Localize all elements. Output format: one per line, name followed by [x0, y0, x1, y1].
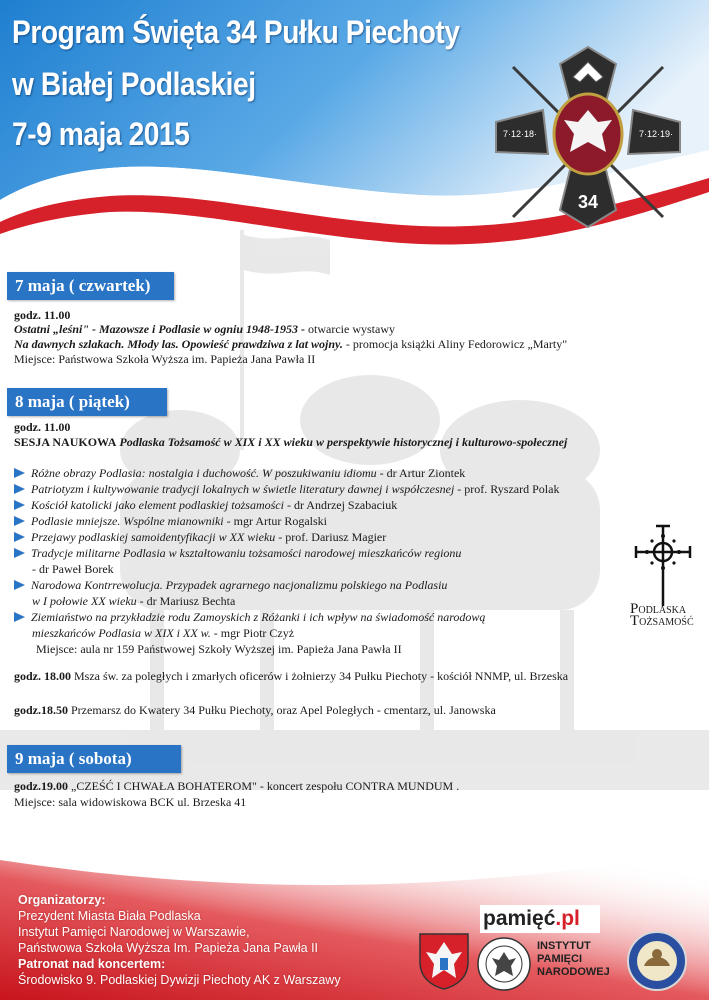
badge-left-date: 7·12·18· [502, 129, 538, 139]
ipn-line2: PAMIĘCI [537, 953, 583, 965]
arrow-icon [14, 500, 25, 510]
patronage-heading: Patronat nad koncertem: [18, 957, 166, 971]
arrow-icon [14, 548, 25, 558]
day1-event2-rest: - promocja książki Aliny Fedorowicz „Marty" [342, 337, 568, 351]
logo-text-line2: OŻSAMOŚĆ [639, 617, 694, 628]
badge-number: 34 [577, 192, 599, 212]
day3-label: 9 maja ( sobota) [7, 745, 181, 773]
talk-speaker: - dr Andrzej Szabaciuk [283, 498, 398, 512]
pamiec-text: pamięć [483, 907, 556, 930]
day1-event1-rest: otwarcie wystawy [305, 322, 396, 336]
talk-2 [14, 482, 559, 497]
talk-6 [14, 546, 461, 561]
day3-text: „CZEŚĆ I CHWAŁA BOHATEROM" - koncert zespołu CONTRA MUNDUM . [68, 779, 460, 793]
day1-label: 7 maja ( czwartek) [7, 272, 174, 300]
organizer-1: Prezydent Miasta Biała Podlaska [18, 909, 201, 923]
talk-8 [14, 610, 485, 625]
talk-title: Ziemiaństwo na przykładzie rodu Zamoyskich z Różanki i ich wpływ na świadomość narodową [31, 610, 486, 624]
talk-title: w I połowie XX wieku [32, 594, 137, 608]
talk-7-cont [32, 594, 235, 609]
arrow-icon [14, 468, 25, 478]
talk-7 [14, 578, 447, 593]
podlaska-tozsamosc-logo [628, 522, 698, 644]
page-title-line3: 7-9 maja 2015 [12, 116, 190, 152]
pamiec-pl-logo [480, 905, 600, 933]
logo-big-p: P [630, 601, 639, 617]
arrow-icon [14, 532, 25, 542]
pamiec-pl-suffix: .pl [555, 907, 580, 930]
day2-event2-text: Msza św. za poległych i zmarłych oficerów i żołnierzy 34 Pułku Piechoty - kościół NNMP, ul. Brzeska [71, 669, 569, 683]
day1-event2 [14, 337, 567, 352]
day2-event3-text: Przemarsz do Kwatery 34 Pułku Piechoty, oraz Apel Poległych - cmentarz, ul. Janowska [68, 703, 496, 717]
day1-place: Miejsce: Państwowa Szkoła Wyższa im. Papieża Jana Pawła II [14, 352, 316, 366]
cross-icon [628, 522, 698, 610]
day1-event1 [14, 322, 395, 337]
talk-title: mieszkańców Podlasia w XIX i XX w. [32, 626, 211, 640]
talk-speaker: - dr Artur Ziontek [376, 466, 466, 480]
talk-title: Patriotyzm i kultywowanie tradycji lokalnych w świetle literatury dawnej i współczesnej [31, 482, 455, 496]
session-title: Podlaska Tożsamość w XIX i XX wieku w perspektywie historycznej i kulturowo-społecznej [116, 435, 568, 449]
logo-big-t: T [630, 613, 640, 629]
ipn-seal-icon [476, 936, 532, 992]
talk-title: Narodowa Kontrrewolucja. Przypadek agrarnego nacjonalizmu polskiego na Podlasiu [31, 578, 448, 592]
day2-time: godz. 11.00 [14, 420, 71, 434]
day1-time: godz. 11.00 [14, 308, 71, 322]
talk-title: Przejawy podlaskiej samoidentyfikacji w XX wieku [31, 530, 276, 544]
regiment-badge-icon [488, 42, 688, 232]
talk-4 [14, 514, 327, 529]
arrow-icon [14, 612, 25, 622]
patronage-text: Środowisko 9. Podlaskiej Dywizji Piechoty AK z Warszawy [18, 973, 341, 987]
day2-event3 [14, 703, 496, 718]
arrow-icon [14, 484, 25, 494]
university-seal-icon [626, 930, 688, 992]
day2-event2-time: godz. 18.00 [14, 669, 71, 683]
organizers-heading: Organizatorzy: [18, 893, 106, 907]
arrow-icon [14, 580, 25, 590]
talk-5 [14, 530, 386, 545]
talk-1 [14, 466, 465, 481]
biala-podlaska-coat-of-arms-icon [418, 932, 470, 990]
arrow-icon [14, 516, 25, 526]
ipn-line1: INSTYTUT [537, 940, 591, 952]
page-title-line1: Program Święta 34 Pułku Piechoty [12, 14, 460, 50]
talk-speaker: - mgr Artur Rogalski [223, 514, 327, 528]
logo-text-line1: ODLASKA [638, 605, 687, 616]
talk-6-speaker: - dr Paweł Borek [32, 562, 114, 576]
page-title-line2: w Białej Podlaskiej [12, 66, 256, 102]
talk-speaker: - prof. Dariusz Magier [275, 530, 387, 544]
talk-title: Tradycje militarne Podlasia w kształtowaniu tożsamości narodowej mieszkańców regionu [31, 546, 462, 560]
session-place: Miejsce: aula nr 159 Państwowej Szkoły Wyższej im. Papieża Jana Pawła II [36, 642, 402, 656]
session-heading [14, 435, 567, 450]
talk-title: Podlasie mniejsze. Wspólne mianowniki [31, 514, 224, 528]
day3-place: Miejsce: sala widowiskowa BCK ul. Brzeska 41 [14, 795, 247, 809]
day3-event [14, 779, 459, 794]
day3-time: godz.19.00 [14, 779, 68, 793]
day2-event2 [14, 669, 568, 684]
talk-title: Różne obrazy Podlasia: nostalgia i duchowość. W poszukiwaniu idiomu [31, 466, 377, 480]
badge-right-date: 7·12·19· [638, 129, 674, 139]
organizer-3: Państwowa Szkoła Wyższa Im. Papieża Jana Pawła II [18, 941, 319, 955]
day1-event2-title: Na dawnych szlakach. Młody las. Opowieść prawdziwa z lat wojny. [14, 337, 343, 351]
session-label: SESJA NAUKOWA [14, 435, 117, 449]
day2-label: 8 maja ( piątek) [7, 388, 167, 416]
day2-event3-time: godz.18.50 [14, 703, 68, 717]
talk-speaker: - mgr Piotr Czyż [210, 626, 295, 640]
ipn-line3: NARODOWEJ [537, 966, 610, 978]
talk-title: Kościół katolicki jako element podlaskiej tożsamości [31, 498, 284, 512]
talk-8-cont [32, 626, 294, 641]
talk-speaker: - dr Mariusz Bechta [136, 594, 236, 608]
ipn-text-logo [537, 940, 610, 979]
day1-event1-title: Ostatni „leśni" - Mazowsze i Podlasie w ogniu 1948-1953 - [14, 322, 306, 336]
organizer-2: Instytut Pamięci Narodowej w Warszawie, [18, 925, 250, 939]
talk-3 [14, 498, 397, 513]
talk-speaker: - prof. Ryszard Polak [454, 482, 560, 496]
